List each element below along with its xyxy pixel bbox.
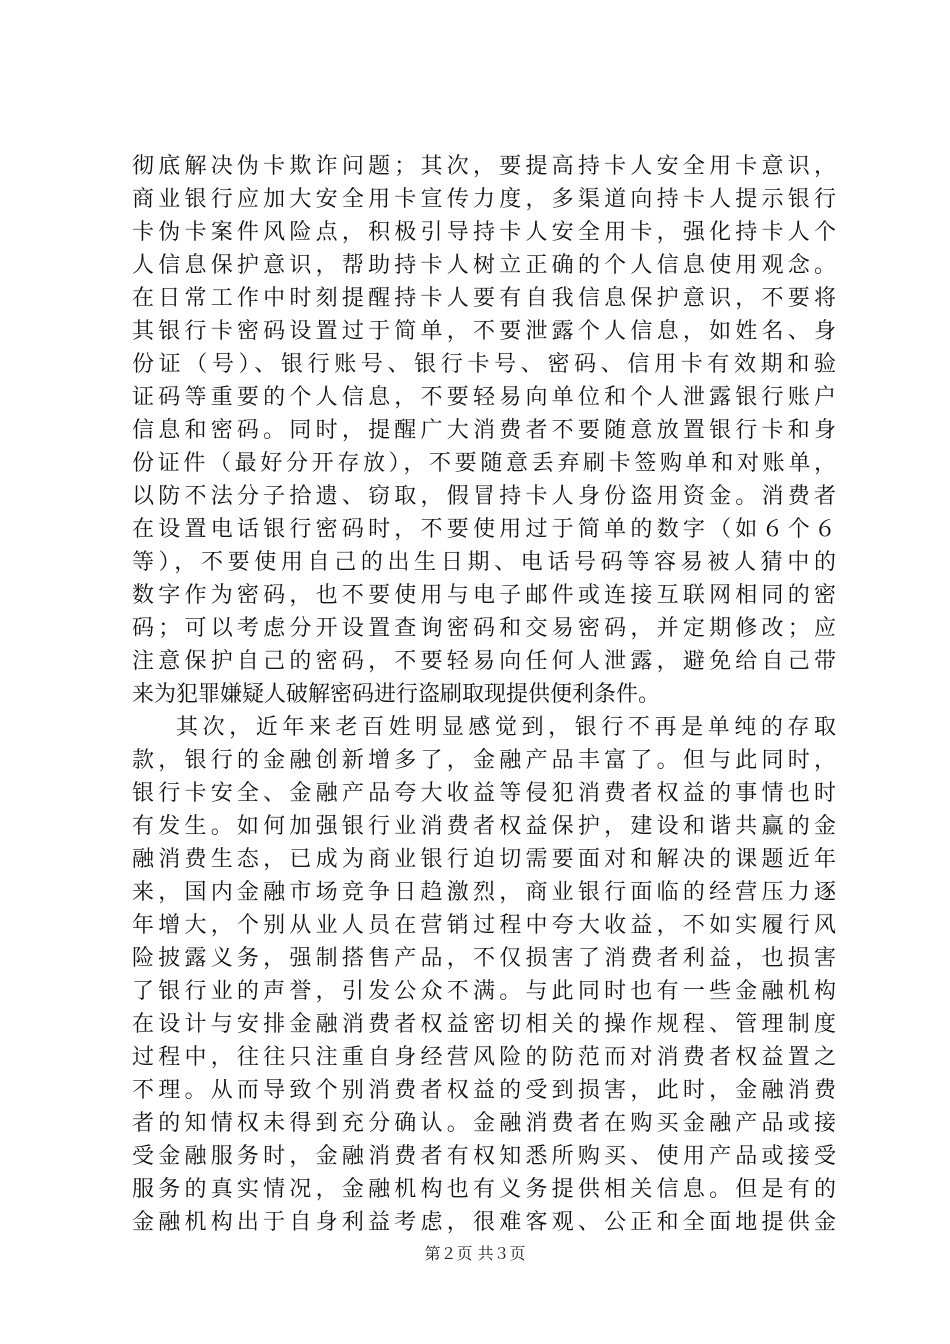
paragraph-1-line: 等），不要使用自己的出生日期、电话号码等容易被人猜中的 bbox=[132, 550, 836, 575]
paragraph-1-line: 以防不法分子拾遗、窃取，假冒持卡人身份盗用资金。消费者 bbox=[132, 484, 836, 509]
paragraph-1-line: 在日常工作中时刻提醒持卡人要有自我信息保护意识，不要将 bbox=[132, 286, 836, 311]
paragraph-1-line: 数字作为密码，也不要使用与电子邮件或连接互联网相同的密 bbox=[132, 583, 836, 608]
paragraph-2-line: 了银行业的声誉，引发公众不满。与此同时也有一些金融机构 bbox=[132, 979, 836, 1004]
paragraph-2-line: 过程中，往往只注重自身经营风险的防范而对消费者权益置之 bbox=[132, 1045, 836, 1070]
paragraph-1-line: 证码等重要的个人信息，不要轻易向单位和个人泄露银行账户 bbox=[132, 385, 836, 410]
paragraph-1-line: 商业银行应加大安全用卡宣传力度，多渠道向持卡人提示银行 bbox=[132, 187, 836, 212]
paragraph-1-line: 码；可以考虑分开设置查询密码和交易密码，并定期修改；应 bbox=[132, 616, 836, 641]
paragraph-2-line: 其次，近年来老百姓明显感觉到，银行不再是单纯的存取 bbox=[176, 715, 836, 740]
paragraph-2-line: 在设计与安排金融消费者权益密切相关的操作规程、管理制度 bbox=[132, 1012, 836, 1037]
paragraph-2-line: 不理。从而导致个别消费者权益的受到损害，此时，金融消费 bbox=[132, 1078, 836, 1103]
paragraph-2 bbox=[132, 711, 836, 1239]
page-footer bbox=[0, 1244, 950, 1264]
paragraph-2-line: 险披露义务，强制搭售产品，不仅损害了消费者利益，也损害 bbox=[132, 946, 836, 971]
paragraph-1-line: 注意保护自己的密码，不要轻易向任何人泄露，避免给自己带 bbox=[132, 649, 836, 674]
paragraph-2-line: 来，国内金融市场竞争日趋激烈，商业银行面临的经营压力逐 bbox=[132, 880, 836, 905]
paragraph-2-line: 融消费生态，已成为商业银行迫切需要面对和解决的课题近年 bbox=[132, 847, 836, 872]
paragraph-1-line: 在设置电话银行密码时，不要使用过于简单的数字（如６个６ bbox=[132, 517, 836, 542]
paragraph-1-line: 份证件（最好分开存放），不要随意丢弃刷卡签购单和对账单， bbox=[132, 451, 836, 476]
paragraph-2-line: 受金融服务时，金融消费者有权知悉所购买、使用产品或接受 bbox=[132, 1144, 836, 1169]
paragraph-2-line: 者的知情权未得到充分确认。金融消费者在购买金融产品或接 bbox=[132, 1111, 836, 1136]
paragraph-2-line: 款，银行的金融创新增多了，金融产品丰富了。但与此同时， bbox=[132, 748, 836, 773]
paragraph-1-line: 来为犯罪嫌疑人破解密码进行盗刷取现提供便利条件。 bbox=[132, 682, 661, 707]
paragraph-1-line: 彻底解决伪卡欺诈问题；其次，要提高持卡人安全用卡意识， bbox=[132, 154, 836, 179]
body-text bbox=[132, 150, 836, 1239]
page-number-label: 第２页 共３页 bbox=[424, 1244, 526, 1263]
paragraph-2-line: 银行卡安全、金融产品夸大收益等侵犯消费者权益的事情也时 bbox=[132, 781, 836, 806]
paragraph-2-line: 金融机构出于自身利益考虑，很难客观、公正和全面地提供金 bbox=[132, 1210, 836, 1235]
paragraph-2-line: 年增大，个别从业人员在营销过程中夸大收益，不如实履行风 bbox=[132, 913, 836, 938]
paragraph-1-line: 其银行卡密码设置过于简单，不要泄露个人信息，如姓名、身 bbox=[132, 319, 836, 344]
paragraph-1-line: 人信息保护意识，帮助持卡人树立正确的个人信息使用观念。 bbox=[132, 253, 836, 278]
paragraph-2-line: 服务的真实情况，金融机构也有义务提供相关信息。但是有的 bbox=[132, 1177, 836, 1202]
paragraph-1-line: 信息和密码。同时，提醒广大消费者不要随意放置银行卡和身 bbox=[132, 418, 836, 443]
paragraph-2-line: 有发生。如何加强银行业消费者权益保护，建设和谐共赢的金 bbox=[132, 814, 836, 839]
paragraph-1-line: 卡伪卡案件风险点，积极引导持卡人安全用卡，强化持卡人个 bbox=[132, 220, 836, 245]
paragraph-1 bbox=[132, 150, 836, 711]
paragraph-1-line: 份证（号）、银行账号、银行卡号、密码、信用卡有效期和验 bbox=[132, 352, 836, 377]
